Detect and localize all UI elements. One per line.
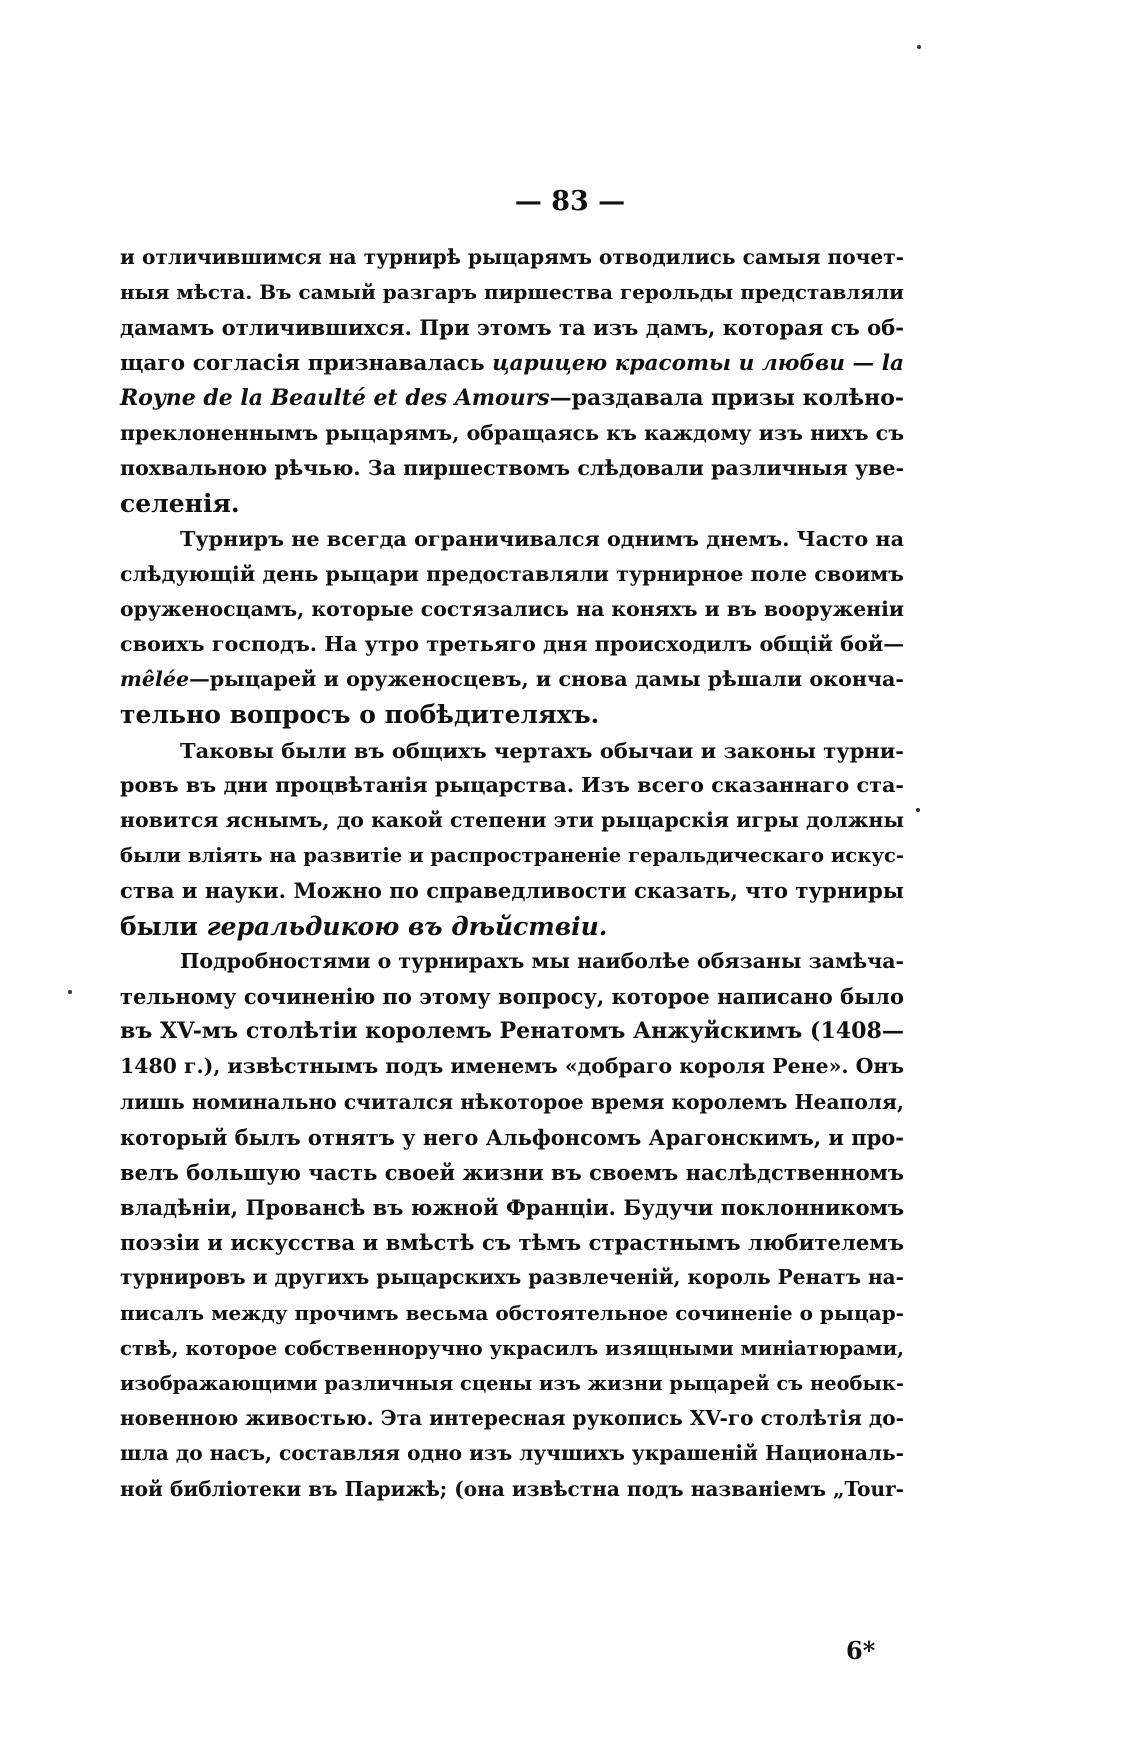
text-line xyxy=(120,1296,904,1331)
line-text: изображающими различныя сцены изъ жизни рыцарей съ необык- xyxy=(120,1372,904,1395)
text-line xyxy=(120,768,904,803)
text-line xyxy=(120,1331,904,1366)
text-line xyxy=(120,1366,904,1401)
print-speck xyxy=(917,45,921,49)
text-line xyxy=(120,310,904,345)
line-text: новится яснымъ, до какой степени эти рыцарскія игры должны xyxy=(120,808,904,832)
line-text: Турниръ не всегда ограничивался однимъ днемъ. Часто на xyxy=(180,526,904,551)
text-line xyxy=(120,1049,904,1084)
text-line xyxy=(120,627,904,662)
text-line xyxy=(120,486,904,521)
italic-text: mêlée xyxy=(120,667,190,692)
line-text: были влiять на развитіе и распространеніе геральдическаго искус- xyxy=(120,844,905,868)
line-text: своихъ господъ. На утро третьяго дня происходилъ общій бой— xyxy=(120,632,904,657)
line-text: шла до насъ, составляя одно изъ лучшихъ украшеній Националь- xyxy=(120,1441,904,1466)
line-text: турнировъ и другихъ рыцарскихъ развлеченій, король Ренатъ на- xyxy=(120,1265,904,1290)
text-line xyxy=(120,979,904,1014)
print-speck xyxy=(68,990,72,994)
text-line xyxy=(120,557,904,592)
line-text: ствѣ, которое собственноручно украсилъ изящными миніатюрами, xyxy=(120,1336,904,1360)
text-line xyxy=(120,346,904,381)
line-text: похвальною рѣчью. За пиршествомъ слѣдовали различныя уве- xyxy=(120,456,904,481)
text-line xyxy=(120,1260,904,1295)
line-text: лишь номинально считался нѣкоторое время королемъ Неаполя, xyxy=(120,1089,904,1114)
text-line xyxy=(120,909,904,944)
text-line xyxy=(120,1014,904,1049)
line-text: щаго согласія признавалась xyxy=(120,350,493,376)
text-line xyxy=(120,592,904,627)
text-line xyxy=(120,416,904,451)
text-line xyxy=(120,522,904,557)
text-line xyxy=(120,1436,904,1471)
text-line xyxy=(120,240,904,275)
line-text: ной библіотеки въ Парижѣ; (она извѣстна подъ названіемъ „Tour- xyxy=(120,1476,904,1501)
line-text: тельному сочиненію по этому вопросу, которое написано было xyxy=(120,983,904,1009)
line-text: дамамъ отличившихся. При этомъ та изъ дамъ, которая съ об- xyxy=(120,315,904,341)
text-line xyxy=(120,873,904,908)
line-text: Таковы были въ общихъ чертахъ обычаи и законы турни- xyxy=(180,737,904,763)
italic-text: царицею красоты и любви — la xyxy=(492,350,904,376)
line-text: поэзіи и искусства и вмѣстѣ съ тѣмъ страстнымъ любителемъ xyxy=(120,1230,904,1256)
signature-mark: 6* xyxy=(846,1636,876,1665)
line-text: —рыцарей и оруженосцевъ, и снова дамы рѣшали оконча- xyxy=(189,667,904,692)
line-text: преклоненнымъ рыцарямъ, обращаясь къ каждому изъ нихъ съ xyxy=(120,420,904,445)
text-line xyxy=(120,662,904,697)
text-line xyxy=(120,838,904,873)
italic-text: геральдикою въ дѣйствiи. xyxy=(206,911,608,941)
line-text: Подробностями о турнирахъ мы наиболѣе обязаны замѣча- xyxy=(180,948,904,973)
line-text: тельно вопросъ о побѣдителяхъ. xyxy=(120,700,600,730)
print-speck xyxy=(916,808,920,812)
line-text: оруженосцамъ, которые состязались на коняхъ и въ вооруженіи xyxy=(120,596,904,621)
text-line xyxy=(120,1401,904,1436)
text-line xyxy=(120,1155,904,1190)
line-text: велъ большую часть своей жизни въ своемъ наслѣдственномъ xyxy=(120,1159,904,1185)
line-text: слѣдующій день рыцари предоставляли турнирное поле своимъ xyxy=(120,561,904,586)
line-text: селенія. xyxy=(120,489,240,519)
italic-text: Royne de la Beaulté et des Amours xyxy=(120,384,550,411)
text-line xyxy=(120,381,904,416)
page-number: — 83 — xyxy=(514,186,626,217)
body-text xyxy=(120,240,904,1507)
text-line xyxy=(120,1472,904,1507)
text-line xyxy=(120,944,904,979)
text-line xyxy=(120,1225,904,1260)
line-text: ныя мѣста. Въ самый разгаръ пиршества герольды представляли xyxy=(120,280,904,305)
line-text: въ XV-мъ столѣтіи королемъ Ренатомъ Анжуйскимъ (1408— xyxy=(120,1018,904,1045)
text-line xyxy=(120,451,904,486)
text-line xyxy=(120,275,904,310)
line-text: были xyxy=(120,911,207,941)
line-text: и отличившимся на турнирѣ рыцарямъ отводились самыя почет- xyxy=(120,245,904,269)
text-line xyxy=(120,697,904,732)
text-line xyxy=(120,733,904,768)
line-text: владѣніи, Провансѣ въ южной Франціи. Будучи поклонникомъ xyxy=(120,1195,904,1221)
line-text: ства и науки. Можно по справедливости сказать, что турниры xyxy=(120,878,904,904)
text-line xyxy=(120,803,904,838)
line-text: ровъ въ дни процвѣтанія рыцарства. Изъ всего сказаннаго ста- xyxy=(120,772,904,797)
line-text: новенною живостью. Эта интересная рукопись XV-го столѣтія до- xyxy=(120,1406,904,1431)
text-line xyxy=(120,1085,904,1120)
line-text: 1480 г.), извѣстнымъ подъ именемъ «добраго короля Рене». Онъ xyxy=(120,1054,905,1079)
line-text: писалъ между прочимъ весьма обстоятельное сочиненіе о рыцар- xyxy=(120,1300,904,1325)
text-line xyxy=(120,1120,904,1155)
line-text: который былъ отнятъ у него Альфонсомъ Арагонскимъ, и про- xyxy=(120,1124,904,1150)
line-text: —раздавала призы колѣно- xyxy=(549,384,904,411)
text-line xyxy=(120,1190,904,1225)
